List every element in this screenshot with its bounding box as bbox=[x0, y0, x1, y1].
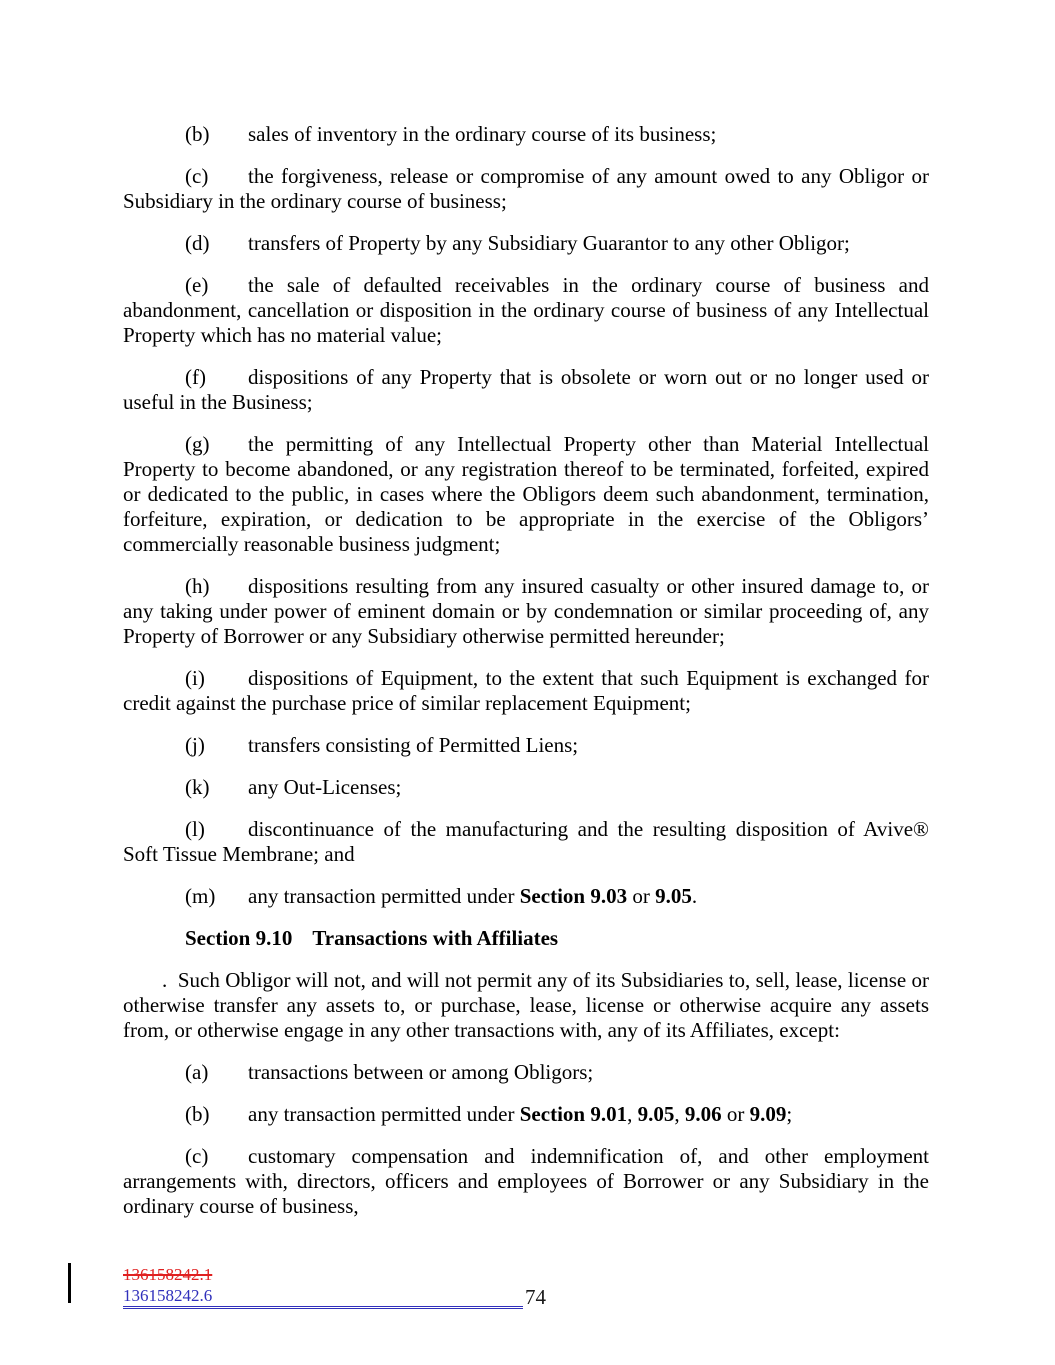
text-run: transfers consisting of Permitted Liens; bbox=[248, 733, 579, 757]
paragraph-label: (a) bbox=[185, 1060, 209, 1084]
paragraph-label: (c) bbox=[185, 1144, 209, 1168]
text-run: dispositions of Equipment, to the extent that such Equipment is exchanged for credit against the purchase price of similar replacement Equipment; bbox=[123, 666, 929, 715]
text-run: any transaction permitted under bbox=[248, 884, 520, 908]
text-run: any Out-Licenses; bbox=[248, 775, 402, 799]
bold-text: Section 9.03 bbox=[519, 884, 628, 908]
paragraph bbox=[123, 817, 929, 867]
text-run: dispositions resulting from any insured casualty or other insured damage to, or any taking under power of eminent domain or by condemnation or similar proceeding of, any Property of Borrower or any Subsidiary otherwise permitted hereunder; bbox=[123, 574, 929, 648]
section-heading bbox=[123, 926, 929, 951]
current-revision-number: 136158242.6 bbox=[123, 1286, 213, 1305]
revision-row bbox=[123, 1285, 930, 1309]
text-run: sales of inventory in the ordinary course of its business; bbox=[248, 122, 717, 146]
text-run: customary compensation and indemnification of, and other employment arrangements with, directors, officers and employees of Borrower or any Subsidiary in the ordinary course of business, bbox=[123, 1144, 929, 1218]
paragraph bbox=[123, 884, 929, 909]
paragraph bbox=[123, 1144, 929, 1219]
paragraph-label: (e) bbox=[185, 273, 209, 297]
text-run: or bbox=[721, 1102, 750, 1126]
paragraph bbox=[123, 273, 929, 348]
page-number: 74 bbox=[525, 1285, 546, 1309]
paragraph-label: (d) bbox=[185, 231, 210, 255]
paragraph bbox=[123, 231, 929, 256]
bold-text: Section 9.01 bbox=[519, 1102, 628, 1126]
paragraph-label: (f) bbox=[185, 365, 206, 389]
text-run: the sale of defaulted receivables in the ordinary course of business and abandonment, cancellation or disposition in the ordinary course of business of any Intellectual Property which has no material value; bbox=[123, 273, 929, 347]
bold-text: 9.05 bbox=[637, 1102, 675, 1126]
text-run: ; bbox=[786, 1102, 793, 1126]
paragraph-label: (b) bbox=[185, 122, 210, 146]
bold-text: Section 9.10 bbox=[185, 926, 293, 950]
text-run: the forgiveness, release or compromise of any amount owed to any Obligor or Subsidiary in the ordinary course of business; bbox=[123, 164, 929, 213]
text-run: transactions between or among Obligors; bbox=[248, 1060, 594, 1084]
bold-text: 9.09 bbox=[749, 1102, 787, 1126]
text-run: , bbox=[674, 1102, 685, 1126]
text-run: discontinuance of the manufacturing and the resulting disposition of Avive® Soft Tissue Membrane; and bbox=[123, 817, 929, 866]
paragraph bbox=[123, 164, 929, 214]
text-run: dispositions of any Property that is obsolete or worn out or no longer used or useful in the Business; bbox=[123, 365, 929, 414]
text-run: , bbox=[627, 1102, 638, 1126]
bold-text: Transactions with Affiliates bbox=[312, 926, 559, 950]
paragraph bbox=[123, 968, 929, 1043]
paragraph-label: (i) bbox=[185, 666, 205, 690]
paragraph bbox=[123, 1060, 929, 1085]
text-run: the permitting of any Intellectual Property other than Material Intellectual Property to become abandoned, or any registration thereof to be terminated, forfeited, expired or dedicated to the public, in cases where the Obligors deem such abandonment, termination, forfeiture, expiration, or dedication to be appropriate in the exercise of the Obligors’ commercially reasonable business judgment; bbox=[123, 432, 929, 556]
text-run: transfers of Property by any Subsidiary Guarantor to any other Obligor; bbox=[248, 231, 850, 255]
document-body bbox=[123, 122, 929, 1236]
paragraph-label: (k) bbox=[185, 775, 210, 799]
paragraph-label: (l) bbox=[185, 817, 205, 841]
paragraph-label: (j) bbox=[185, 733, 205, 757]
paragraph-label: (g) bbox=[185, 432, 210, 456]
text-run: or bbox=[627, 884, 656, 908]
paragraph bbox=[123, 1102, 929, 1127]
paragraph-label: (h) bbox=[185, 574, 210, 598]
text-run: any transaction permitted under bbox=[248, 1102, 520, 1126]
paragraph bbox=[123, 365, 929, 415]
change-bar bbox=[68, 1263, 71, 1303]
paragraph bbox=[123, 666, 929, 716]
text-run: . Such Obligor will not, and will not permit any of its Subsidiaries to, sell, lease, license or otherwise transfer any assets to, or purchase, lease, license or otherwise acquire any assets from, or otherwise engage in any other transactions with, any of its Affiliates, except: bbox=[123, 968, 929, 1042]
paragraph bbox=[123, 733, 929, 758]
paragraph-label: (m) bbox=[185, 884, 216, 908]
bold-text: 9.05 bbox=[655, 884, 692, 908]
current-revision-underline bbox=[123, 1286, 523, 1309]
deleted-revision-number: 136158242.1 bbox=[123, 1265, 213, 1284]
paragraph bbox=[123, 432, 929, 557]
paragraph bbox=[123, 574, 929, 649]
text-run: . bbox=[691, 884, 698, 908]
bold-text: 9.06 bbox=[684, 1102, 722, 1126]
paragraph-label: (c) bbox=[185, 164, 209, 188]
paragraph-label: (b) bbox=[185, 1102, 210, 1126]
paragraph bbox=[123, 775, 929, 800]
paragraph bbox=[123, 122, 929, 147]
page-footer bbox=[123, 1264, 930, 1309]
